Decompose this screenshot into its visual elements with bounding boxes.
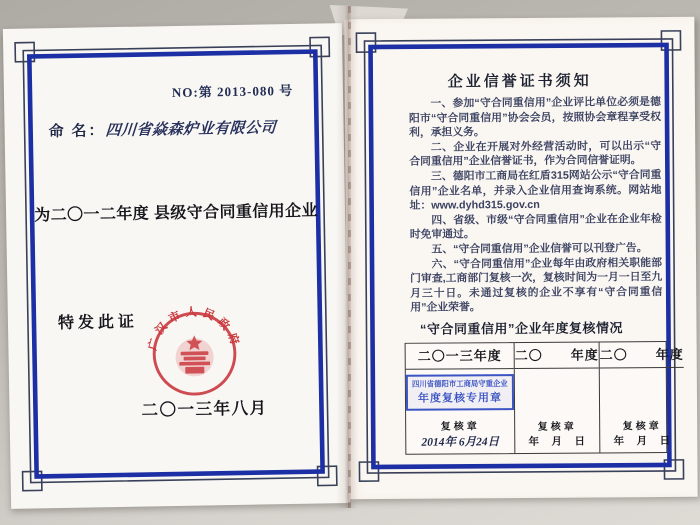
review-seal-label: 复核章 xyxy=(440,421,480,433)
award-title-line: 为二〇一二年度 县级守合同重信用企业 xyxy=(34,202,319,225)
notice-paragraph-6: 六、“守合同重信用”企业每年由政府相关职能部门审查,工商部门复核一次，复核时间为一月一日至九月三十日。未通过复核的企业不享有“守合同重信用”企业荣誉。 xyxy=(410,256,663,315)
notice-title: 企业信誉证书须知 xyxy=(447,72,592,91)
notice-paragraph-5: 五、“守合同重信用”企业信誉可以刊登广告。 xyxy=(431,242,648,256)
notice-paragraph-4: 四、省级、市级“守合同重信用”企业在企业年检时免审通过。 xyxy=(409,212,662,242)
review-date-blank: 年 月 日 xyxy=(528,436,587,448)
stamp-purpose-line: 年度复核专用章 xyxy=(417,392,503,405)
certificate-right-page xyxy=(344,17,697,499)
certificate-number: NO:第 2013-080 号 xyxy=(171,82,294,101)
notice-paragraphs xyxy=(409,95,663,316)
notice-paragraph-3: 三、德阳市工商局在红盾315网站公示“守合同重信用”企业名单，并录入企业信用查询系统。网站地址：www.dyhd315.gov.cn xyxy=(409,168,662,212)
issue-statement: 特发此证 xyxy=(57,313,139,333)
notice-paragraph-1: 一、参加“守合同重信用”企业评比单位必须是德阳市“守合同重信用”协会会员，按照协会章程享受权利，承担义务。 xyxy=(408,96,662,139)
company-name-handwritten: 四川省焱森炉业有限公司 xyxy=(104,120,277,140)
review-foot xyxy=(600,417,684,453)
review-cell-body xyxy=(406,369,515,454)
review-year-header: 二〇 年度 xyxy=(600,342,684,369)
review-year-header: 二〇一三年度 xyxy=(406,343,514,370)
review-date-handwritten: 2014年 6月24日 xyxy=(421,436,500,449)
review-blue-stamp xyxy=(406,374,514,411)
seal-text: 广汉市人民政府 xyxy=(147,306,242,352)
annual-review-table xyxy=(405,341,684,455)
review-cell-body xyxy=(515,368,600,453)
review-column-blank-1 xyxy=(514,342,600,453)
review-seal-label: 复核章 xyxy=(537,421,577,433)
left-page-border-frame xyxy=(13,35,339,492)
review-seal-label: 复核章 xyxy=(622,421,662,433)
review-foot xyxy=(515,417,599,453)
review-cell-body xyxy=(600,368,685,453)
certificate-left-page xyxy=(3,23,350,509)
company-name-line xyxy=(48,116,276,141)
review-year-header: 二〇 年度 xyxy=(515,342,599,369)
notice-paragraph-2: 二、企业在开展对外经营活动时，可以出示“守合同重信用”企业信誉证书，作为合同信誉证明。 xyxy=(409,139,662,169)
review-date-blank: 年 月 日 xyxy=(613,435,672,448)
review-column-blank-2 xyxy=(599,342,685,453)
stamp-issuer-line: 四川省德阳市工商局守重企业 xyxy=(412,379,508,389)
name-label: 命 名： xyxy=(48,123,106,141)
issue-date: 二〇一三年八月 xyxy=(141,399,268,420)
review-column-2013 xyxy=(406,343,515,454)
annual-review-title: “守合同重信用”企业年度复核情况 xyxy=(419,320,624,337)
government-red-seal xyxy=(139,298,251,410)
review-foot xyxy=(406,417,514,454)
